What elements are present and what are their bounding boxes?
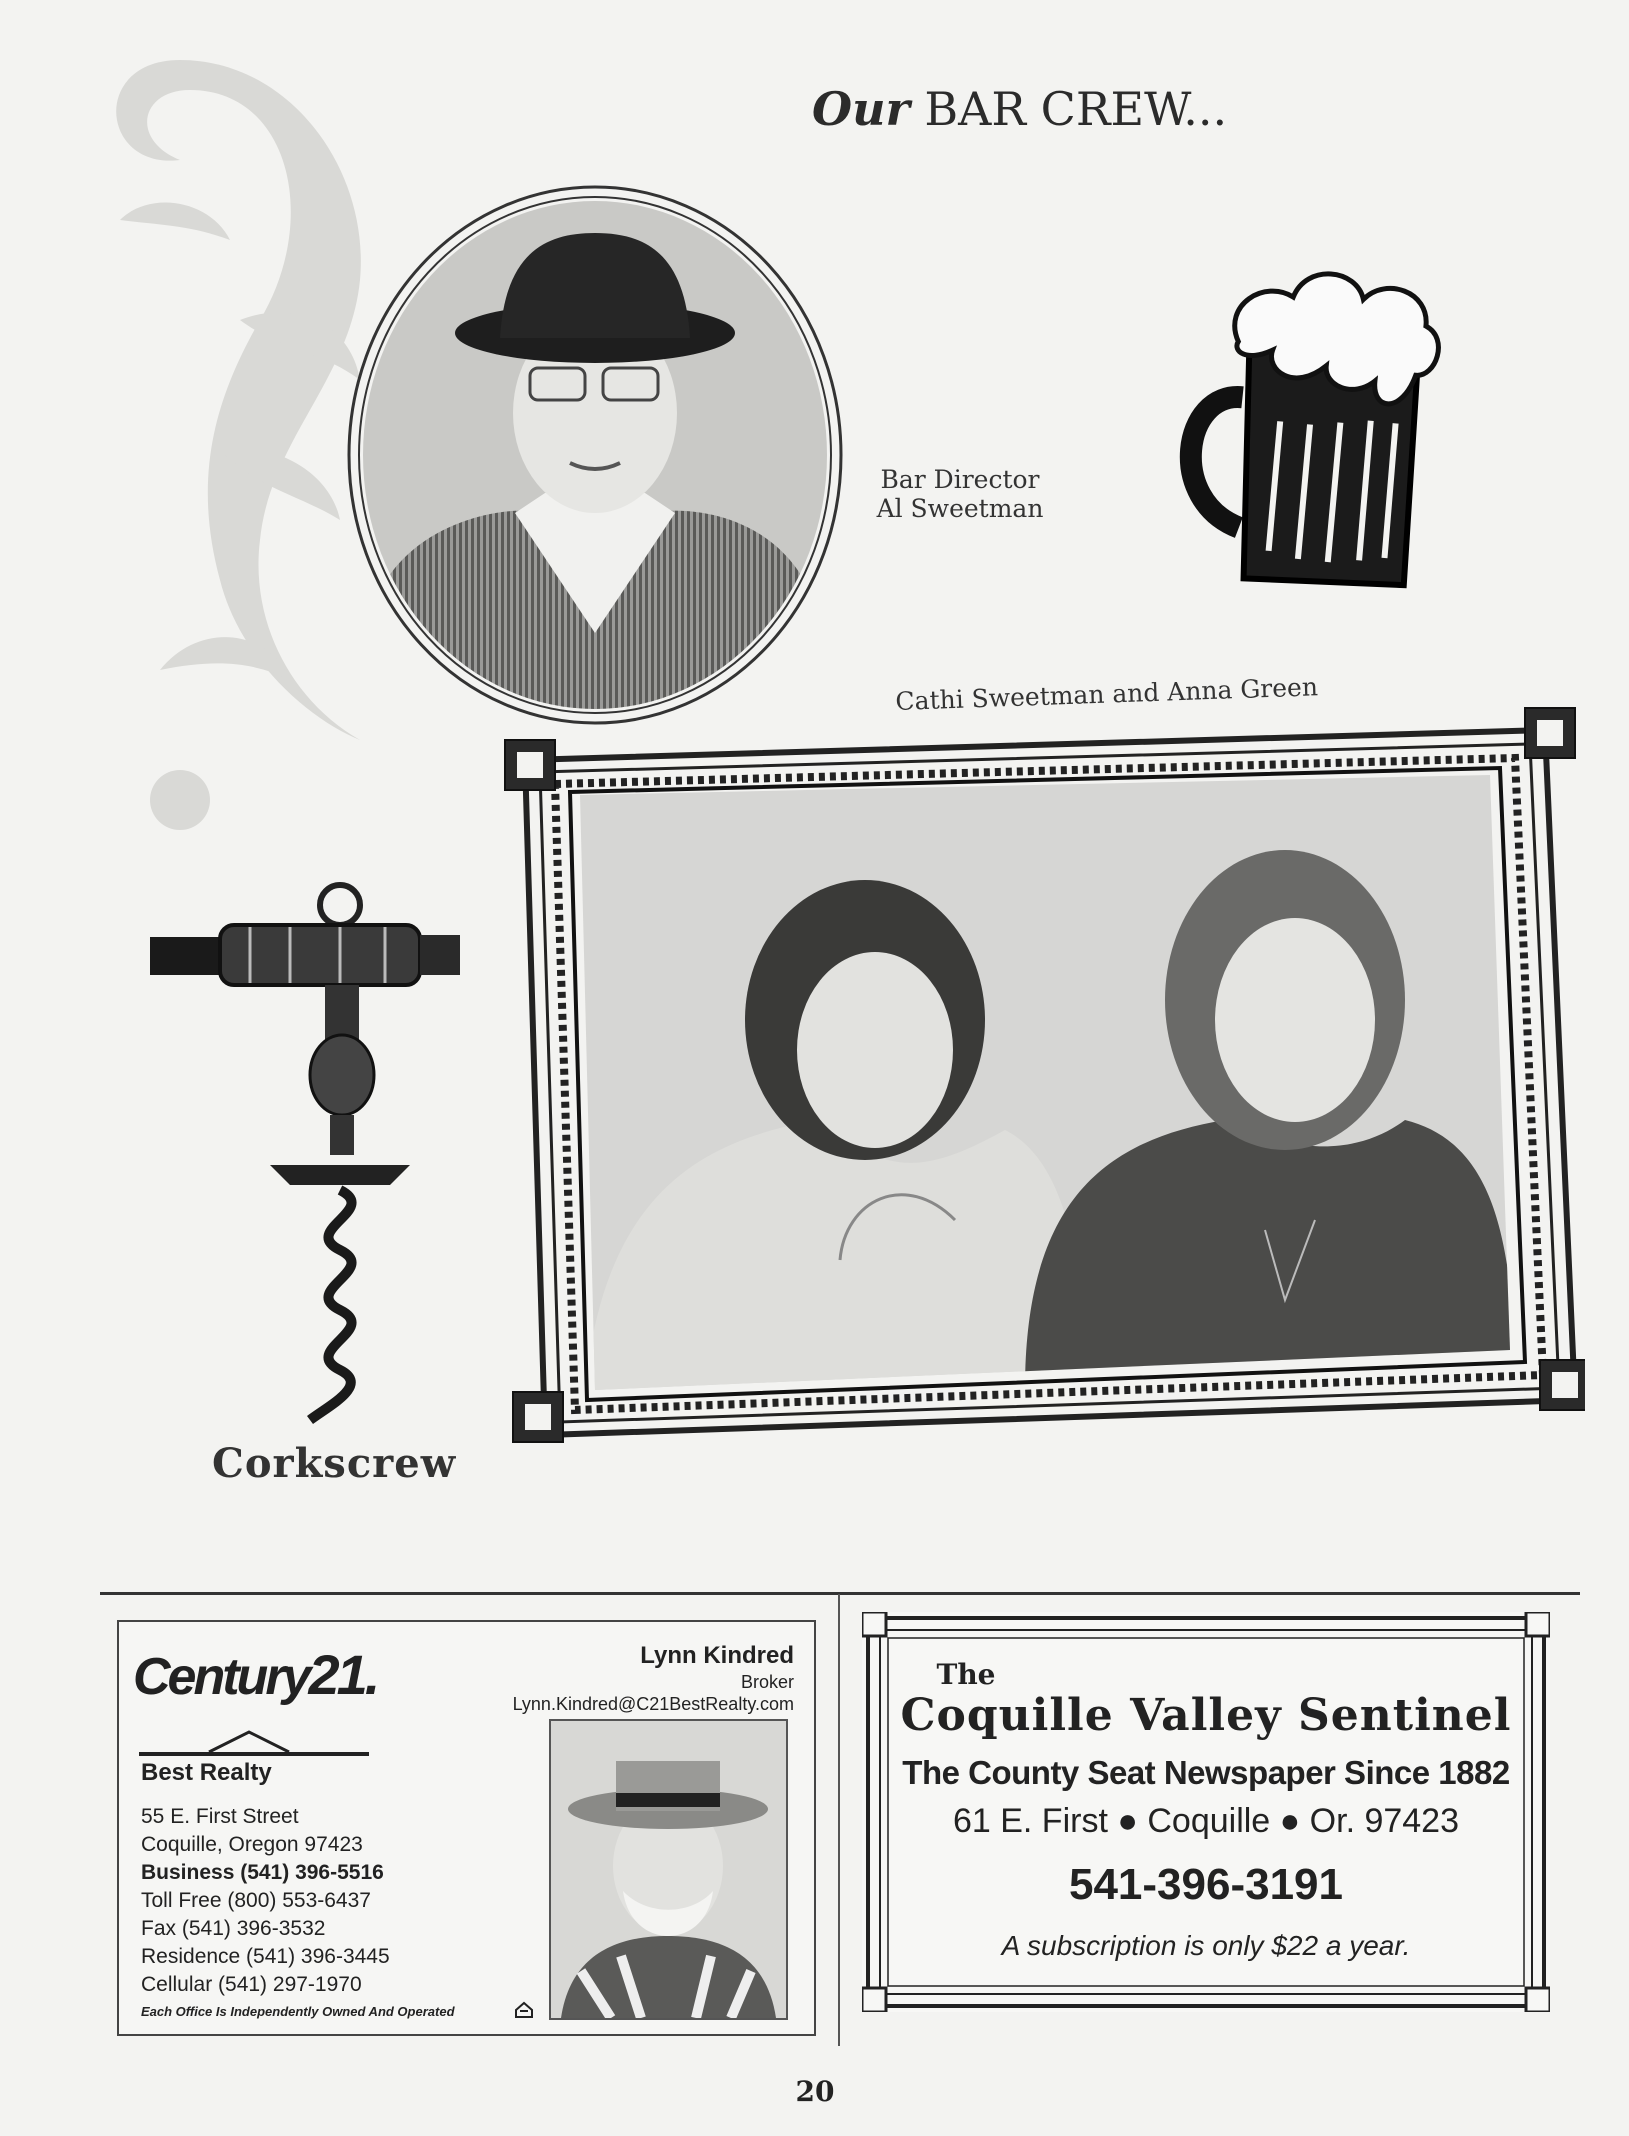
agent-name: Lynn Kindred xyxy=(640,1642,794,1669)
equal-housing-icon xyxy=(514,2000,534,2020)
page-title xyxy=(812,82,1227,136)
sentinel-masthead: Coquille Valley Sentinel xyxy=(900,1690,1512,1741)
page-title-italic: Our xyxy=(812,82,910,136)
sentinel-the: The xyxy=(936,1658,996,1691)
agent-photo xyxy=(549,1719,788,2020)
page-number: 20 xyxy=(795,2075,835,2108)
sentinel-phone: 541-396-3191 xyxy=(1068,1860,1343,1909)
agent-title: Broker xyxy=(740,1672,794,1692)
sentinel-subscription: A subscription is only $22 a year. xyxy=(1001,1930,1411,1961)
bar-director-name: Al Sweetman xyxy=(876,494,1044,523)
group-photo-caption: Cathi Sweetman and Anna Green xyxy=(895,672,1319,716)
bar-director-role: Bar Director xyxy=(880,465,1040,494)
century21-logo-word: Century xyxy=(133,1648,309,1706)
page-title-main: BAR CREW... xyxy=(924,82,1228,136)
century21-company: Best Realty xyxy=(141,1759,272,1786)
house-roof-icon xyxy=(139,1722,369,1762)
century21-logo-number: 21. xyxy=(308,1643,378,1706)
corkscrew-illustration xyxy=(140,875,480,1435)
sentinel-ad xyxy=(862,1612,1550,2012)
office-address-line1: 55 E. First Street xyxy=(141,1805,299,1828)
agent-email: Lynn.Kindred@C21BestRealty.com xyxy=(512,1694,794,1714)
century21-logo xyxy=(133,1642,377,1707)
beer-mug-illustration xyxy=(1170,255,1460,600)
sentinel-tagline: The County Seat Newspaper Since 1882 xyxy=(902,1754,1510,1791)
sentinel-address-street: 61 E. First xyxy=(952,1802,1108,1840)
bar-director-caption xyxy=(870,465,1050,523)
group-photo-frame xyxy=(485,700,1585,1455)
bar-director-portrait xyxy=(345,183,845,728)
business-phone: Business (541) 396-5516 xyxy=(141,1861,384,1884)
cellular-phone: Cellular (541) 297-1970 xyxy=(141,1973,362,1996)
office-address-line2: Coquille, Oregon 97423 xyxy=(141,1833,363,1856)
corkscrew-caption: Corkscrew xyxy=(212,1440,457,1487)
residence-phone: Residence (541) 396-3445 xyxy=(141,1945,390,1968)
toll-free-phone: Toll Free (800) 553-6437 xyxy=(141,1889,371,1912)
section-divider-horizontal xyxy=(100,1592,1580,1595)
fax-number: Fax (541) 396-3532 xyxy=(141,1917,326,1940)
office-disclaimer: Each Office Is Independently Owned And Operated xyxy=(141,2004,455,2019)
bullet-icon: ● xyxy=(1279,1802,1301,1840)
sentinel-address xyxy=(862,1802,1550,1841)
sentinel-address-city: Coquille xyxy=(1147,1802,1271,1840)
sentinel-address-state-zip: Or. 97423 xyxy=(1309,1802,1460,1840)
bullet-icon: ● xyxy=(1117,1802,1138,1840)
